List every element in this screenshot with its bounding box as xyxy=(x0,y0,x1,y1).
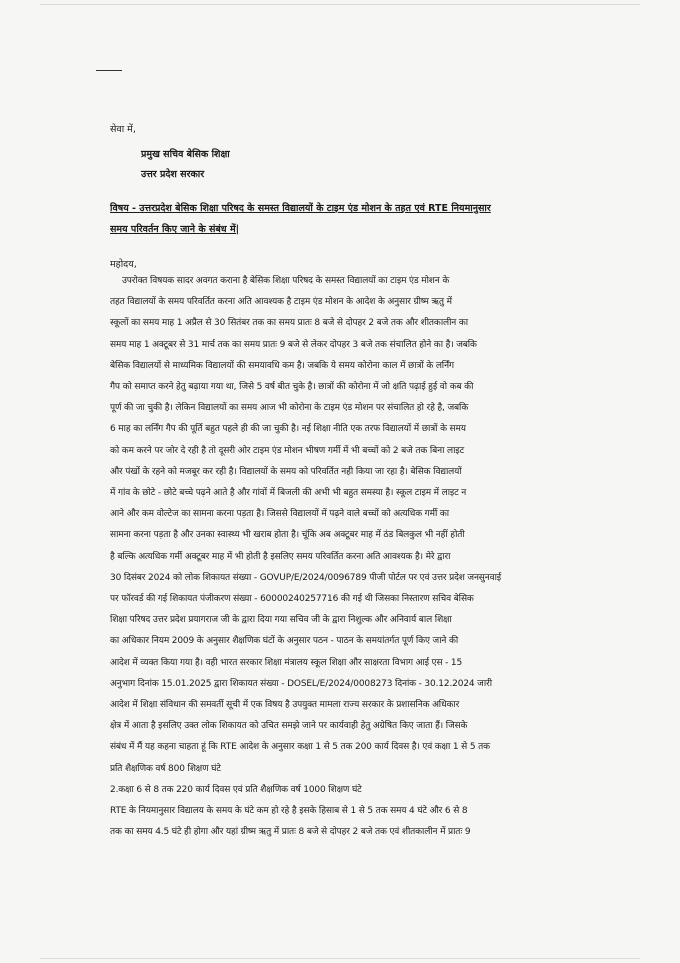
body-line: संबंध में मैं यह कहना चाहता हूं कि RTE आदेश के अनुसार कक्षा 1 से 5 तक 200 कार्य दिवस है। एवं कक्षा 1 से 5 तक xyxy=(110,742,490,753)
addressee-government: उत्तर प्रदेश सरकार xyxy=(141,169,205,180)
body-line: आदेश में व्यक्त किया गया है। वही भारत सरकार शिक्षा मंत्रालय स्कूल शिक्षा और साक्षरता विभाग आई एस - 15 xyxy=(110,657,463,668)
body-line: 6 माह का लर्निंग गैप की पूर्ति बहुत पहले ही की जा चुकी है। नई शिक्षा नीति एक तरफ विद्यालयों में छात्रों के समय xyxy=(110,424,466,435)
body-line: अनुभाग दिनांक 15.01.2025 द्वारा शिकायत संख्या - DOSEL/E/2024/0008273 दिनांक - 30.12.2024 जारी xyxy=(110,678,492,689)
body-line: 2.कक्षा 6 से 8 तक 220 कार्य दिवस एवं प्रति शैक्षणिक वर्ष 1000 शिक्षण घंटे xyxy=(110,784,362,795)
scan-edge-bottom xyxy=(40,958,640,959)
body-line: का अधिकार नियम 2009 के अनुसार शैक्षणिक घंटों के अनुसार पठन - पाठन के समयांतर्गत पूर्ण किए जाने की xyxy=(110,636,459,647)
body-line: शिक्षा परिषद उत्तर प्रदेश प्रयागराज जी के द्वारा दिया गया सचिव जी के द्वारा निशुल्क और अनिवार्य बाल शिक्षा xyxy=(110,615,452,626)
subject-line-1: विषय - उत्तरप्रदेश बेसिक शिक्षा परिषद के समस्त विद्यालयों के टाइम एंड मोशन के तहत एवं RTE नियमानुसार xyxy=(110,203,491,214)
body-line: सामना करना पड़ता है और उनका स्वास्थ्य भी खराब होता है। चूंकि अब अक्टूबर माह में ठंड बिलकुल भी नहीं होती xyxy=(110,530,465,541)
body-line: क्षेत्र में आता है इसलिए उक्त लोक शिकायत को उचित समझे जाने पर कार्यवाही हेतु अग्रेषित किए जाता हैं। जिसके xyxy=(110,721,468,732)
body-line: उपरोक्त विषयक सादर अवगत कराना है बेसिक शिक्षा परिषद के समस्त विद्यालयों का टाइम एंड मोशन के xyxy=(122,276,450,286)
scan-edge-top xyxy=(40,4,640,5)
body-line: है बल्कि अत्यधिक गर्मी अक्टूबर माह में भी होती है इसलिए समय परिवर्तित करना अति आवश्यक है। मेरे द्वारा xyxy=(110,551,451,562)
addressee-designation: प्रमुख सचिव बेसिक शिक्षा xyxy=(141,149,230,160)
body-line: 30 दिसंबर 2024 को लोक शिकायत संख्या - GOVUP/E/2024/0096789 पीजी पोर्टल पर एवं उत्तर प्रदेश जनसुनवाई xyxy=(110,572,502,583)
subject xyxy=(110,198,575,240)
greeting: महोदय, xyxy=(110,259,137,270)
body-line: RTE के नियमानुसार विद्यालय के समय के घंटे कम हो रहे है इसके हिसाब से 1 से 5 तक समय 4 घंटे और 6 से 8 xyxy=(110,806,468,817)
letter-body xyxy=(110,271,580,843)
body-line: प्रति शैक्षणिक वर्ष 800 शिक्षण घंटे xyxy=(110,763,221,774)
body-line: आदेश में शिक्षा संविधान की समवर्ती सूची में एक विषय है उपयुक्त मामला राज्य सरकार के प्रशासनिक अधिकार xyxy=(110,700,460,711)
body-line: पर फॉरवर्ड की गई शिकायत पंजीकरण संख्या - 60000240257716 की गई थी जिसका निस्तारण सचिव बेसिक xyxy=(110,594,474,605)
body-line: आने और कम वोल्टेज का सामना करना पड़ता है। जिससे विद्यालयों में पढ़ने वाले बच्चों को अत्यधिक गर्मी का xyxy=(110,509,449,520)
body-line: में गांव के छोटे - छोटे बच्चे पढ़ने आते है और गांवों में बिजली की अभी भी बहुत समस्या है। स्कूल टाइम में लाइट न xyxy=(110,488,467,499)
body-line: और पंखों के रहने को मजबूर कर रही है। विद्यालयों के समय को परिवर्तित नही किया जा रहा है। बेसिक विद्यालयों xyxy=(110,466,462,477)
body-line: तक का समय 4.5 घंटे ही होगा और यहां ग्रीष्म ऋतु में प्रातः 8 बजे से दोपहर 2 बजे तक एवं शीतकालीन में प्रातः 9 xyxy=(110,827,471,838)
subject-line-2: समय परिवर्तन किए जाने के संबंध में| xyxy=(110,224,240,235)
body-line: तहत विद्यालयों के समय परिवर्तित करना अति आवश्यक है टाइम एंड मोशन के आदेश के अनुसार ग्रीष्म ऋतु में xyxy=(110,297,452,308)
body-line: बेसिक विद्यालयों से माध्यमिक विद्यालयों की समयावधि कम है। जबकि ये समय कोरोना काल में छात्रों के लर्निंग xyxy=(110,360,454,371)
body-line: समय माह 1 अक्टूबर से 31 मार्च तक का समय प्रातः 9 बजे से लेकर दोपहर 3 बजे तक संचालित होने का है। जबकि xyxy=(110,339,477,350)
body-line: पूर्ण की जा चुकी है। लेकिन विद्यालयों का समय आज भी कोरोना के टाइम एंड मोशन पर संचालित हो रहे है, जबकि xyxy=(110,403,469,414)
body-line: स्कूलों का समय माह 1 अप्रैल से 30 सितंबर तक का समय प्रातः 8 बजे से दोपहर 2 बजे तक और शीतकालीन का xyxy=(110,318,468,329)
to-line: सेवा में, xyxy=(110,124,136,135)
top-rule-mark xyxy=(96,70,122,71)
body-line: गैप को समाप्त करने हेतु बढ़ाया गया था, जिसे 5 वर्ष बीत चुके है। छात्रों की कोरोना में जो क्षति पढ़ाई हुई वो कब की xyxy=(110,382,474,393)
body-line: को कम करने पर जोर दे रही है तो दूसरी ओर टाइम एंड मोशन भीषण गर्मी में भी बच्चों को 2 बजे तक बिना लाइट xyxy=(110,445,464,456)
